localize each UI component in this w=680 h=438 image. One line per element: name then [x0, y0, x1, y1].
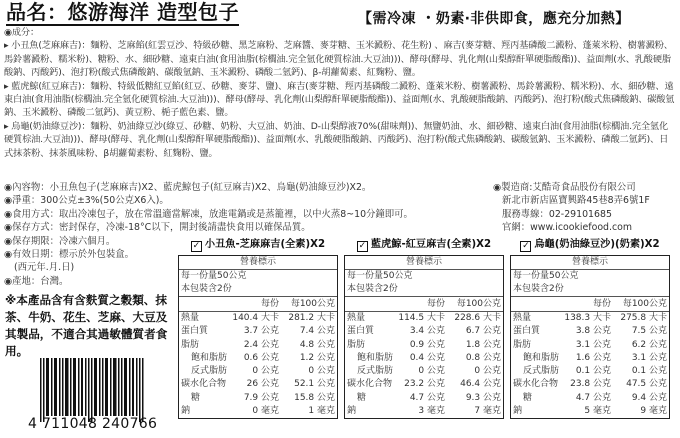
barcode-number: 4 711048 240766 — [28, 416, 158, 432]
table-row: 蛋白質 3.8 公克 7.5 公克 — [513, 326, 667, 337]
panel-heading: ✓ 小丑魚-芝麻麻吉(全素)X2 — [192, 239, 326, 251]
table-row: 熱量 140.4 大卡 281.2 大卡 — [181, 313, 335, 323]
col-per-100g: 每100公克 — [290, 299, 335, 309]
origin-line: ◉產地：台灣。 — [4, 275, 69, 287]
storage-notice: 【需冷凍 ・奶素‧非供即食，應充分加熱】 — [358, 11, 630, 27]
nutrition-panel-turtle — [510, 238, 670, 419]
product-name: 品名：悠游海洋 造型包子 — [6, 0, 239, 24]
table-row: 碳水化合物 23.8 公克 47.5 公克 — [513, 379, 667, 390]
table-row: 糖 7.9 公克 15.8 公克 — [191, 392, 335, 403]
checkbox-icon: ✓ — [522, 241, 530, 251]
table-row: 碳水化合物 26 公克 52.1 公克 — [181, 379, 335, 390]
checkbox-icon: ✓ — [192, 241, 201, 251]
ingredient-item-blue-whale: ▸ 藍虎鯨(紅豆麻吉)：麵粉、特級低糖紅豆餡(紅豆、砂糖、麥芽、鹽)、麻吉(麥芽糖、羥丙基磷酸二澱粉、蓬萊米粉、樹薯澱粉、馬鈴薯澱粉、糯米粉)、水、細砂糖、遠東白油(食用油脂(棕櫚油.完全氫化硬質棕油.大豆油)))、酵母(酵母、乳化劑(山梨醇酐單硬脂酸酯))、益面劑(水、乳酸硬脂酸鈉、丙酸鈣)、泡打粉(酸式焦磷酸鈉、碳酸氫鈉、玉米澱粉、磷酸二氫鈣)、黃豆粉、梔子藍色素、鹽。 — [4, 80, 675, 119]
nutrition-table — [344, 255, 504, 419]
manufacturer-hotline: 服務專線：02-29101685 — [502, 208, 612, 220]
nutrition-panel-blue-whale — [344, 238, 504, 419]
nutrition-title: 營養標示 — [179, 256, 337, 270]
ingredient-item-clownfish: ▸ 小丑魚(芝麻麻吉)：麵粉、芝麻餡(紅雲豆沙、特級砂糖、黑芝麻粉、芝麻醬、麥芽糖、玉米澱粉、花生粉) 、麻吉(麥芽糖、羥丙基磷酸二澱粉、蓬萊米粉、樹薯澱粉、馬鈴薯澱粉、糯米粉)、糖粉、水、細砂糖、遠東白油(食用油脂(棕櫚油.完全氫化硬質棕油.大豆油)))、酵母(酵母、乳化劑(山梨醇酐單硬脂酸酯))、益面劑(水、乳酸硬脂酸鈉、丙酸鈣)、泡打粉(酸式焦磷酸鈉、碳酸氫鈉、玉米澱粉、磷酸二氫鈣)、β-胡蘿蔔素、紅麴粉、鹽。 — [4, 40, 673, 79]
manufacturer-name: ◉製造商:艾酷奇食品股份有限公司 — [493, 182, 636, 193]
table-row: 熱量 114.5 大卡 228.6 大卡 — [347, 313, 501, 323]
table-row: 飽和脂肪 1.6 公克 3.1 公克 — [523, 352, 667, 363]
table-row: 鈉 0 毫克 1 毫克 — [181, 406, 335, 417]
net-weight-line: ◉淨重：300公克±3%(50公克X6入)。 — [4, 195, 169, 207]
table-row: 反式脂肪 0 公克 0 公克 — [191, 366, 335, 377]
servings-per-pack: 本包裝含2份 — [347, 284, 398, 294]
serving-size: 每一份量50公克 — [347, 271, 413, 281]
col-per-100g: 每100公克 — [622, 299, 667, 309]
nutrition-table — [178, 255, 338, 419]
table-row: 反式脂肪 0.1 公克 0.1 公克 — [523, 366, 667, 377]
manufacturer-address: 新北市新店區寶興路45巷8弄6號1F — [502, 195, 650, 207]
table-row: 鈉 3 毫克 7 毫克 — [347, 406, 501, 417]
nutrition-title: 營養標示 — [345, 256, 503, 270]
checkbox-icon: ✓ — [358, 241, 367, 251]
ingredients-label: ◉成分： — [4, 27, 39, 38]
nutrition-table — [510, 255, 670, 419]
table-row: 飽和脂肪 0.4 公克 0.8 公克 — [357, 352, 501, 363]
table-row: 蛋白質 3.4 公克 6.7 公克 — [347, 326, 501, 337]
col-per-serving: 每份 — [592, 299, 611, 309]
table-row: 鈉 5 毫克 9 毫克 — [513, 406, 667, 417]
panel-heading: ✓ 烏龜(奶油綠豆沙)(奶素)X2 — [522, 239, 660, 251]
shelf-life-line: ◉保存期限：冷凍六個月。 — [4, 235, 116, 247]
table-row: 反式脂肪 0 公克 0 公克 — [357, 366, 501, 377]
servings-per-pack: 本包裝含2份 — [181, 284, 232, 294]
servings-per-pack: 本包裝含2份 — [513, 284, 564, 294]
serving-size: 每一份量50公克 — [181, 271, 247, 281]
storage-line: ◉保存方式：密封保存，冷凍-18°C以下，開封後請盡快食用以確保品質。 — [4, 222, 311, 234]
table-row: 糖 4.7 公克 9.4 公克 — [523, 392, 667, 403]
col-per-100g: 每100公克 — [456, 299, 501, 309]
nutrition-title: 營養標示 — [511, 256, 669, 270]
contents-line: ◉內容物：小丑魚包子(芝麻麻吉)X2、藍虎鯨包子(紅豆麻吉)X2、烏龜(奶油綠豆沙)X2。 — [4, 182, 372, 193]
table-row: 糖 4.7 公克 9.3 公克 — [357, 392, 501, 403]
expiry-line: ◉有效日期：標示於外包裝盒。 — [4, 249, 135, 261]
ingredients-section — [4, 26, 676, 160]
ingredient-item-turtle: ▸ 烏龜(奶油綠豆沙)：麵粉、奶油綠豆沙(綠豆、砂糖、奶粉、大豆油、奶油、D-山梨醇液70%(甜味劑))、無鹽奶油、水、細砂糖、遠東白油(食用油脂(棕櫚油.完全氫化硬質棕油.大豆油)))、酵母(酵母、乳化劑(山梨醇酐單硬脂酸酯))、益面劑(水、乳酸硬脂酸鈉、丙酸鈣)、泡打粉(酸式焦磷酸鈉、碳酸氫鈉、玉米澱粉、磷酸二氫鈣)、日式抹茶粉、抹茶風味粉、β胡蘿蔔素粉、紅麴粉、鹽。 — [4, 120, 669, 159]
expiry-format: (西元年.月.日) — [14, 262, 75, 274]
table-row: 脂肪 3.1 公克 6.2 公克 — [513, 339, 667, 350]
nutrition-panel-clownfish — [178, 238, 338, 419]
table-row: 脂肪 2.4 公克 4.8 公克 — [181, 339, 335, 350]
table-row: 飽和脂肪 0.6 公克 1.2 公克 — [191, 352, 335, 363]
table-row: 熱量 138.3 大卡 275.8 大卡 — [513, 313, 667, 323]
manufacturer-website: 官網：www.icookiefood.com — [502, 222, 633, 234]
allergy-warning: ※本產品含有含麩質之穀類、抹茶、牛奶、花生、芝麻、大豆及其製品，不適合其過敏體質者食用。 — [5, 293, 168, 358]
usage-line: ◉食用方式：取出冷凍包子，放在常溫適當解凍，放進電鍋或是蒸籠裡，以中火蒸8~10分鐘即可。 — [4, 208, 413, 220]
table-row: 碳水化合物 23.2 公克 46.4 公克 — [347, 379, 501, 390]
manufacturer-info — [493, 181, 650, 235]
col-per-serving: 每份 — [426, 299, 445, 309]
panel-heading: ✓ 藍虎鯨-紅豆麻吉(全素)X2 — [358, 239, 492, 251]
table-row: 脂肪 0.9 公克 1.8 公克 — [347, 339, 501, 350]
table-row: 蛋白質 3.7 公克 7.4 公克 — [181, 326, 335, 337]
col-per-serving: 每份 — [260, 299, 279, 309]
serving-size: 每一份量50公克 — [513, 271, 579, 281]
barcode-icon — [38, 358, 146, 422]
